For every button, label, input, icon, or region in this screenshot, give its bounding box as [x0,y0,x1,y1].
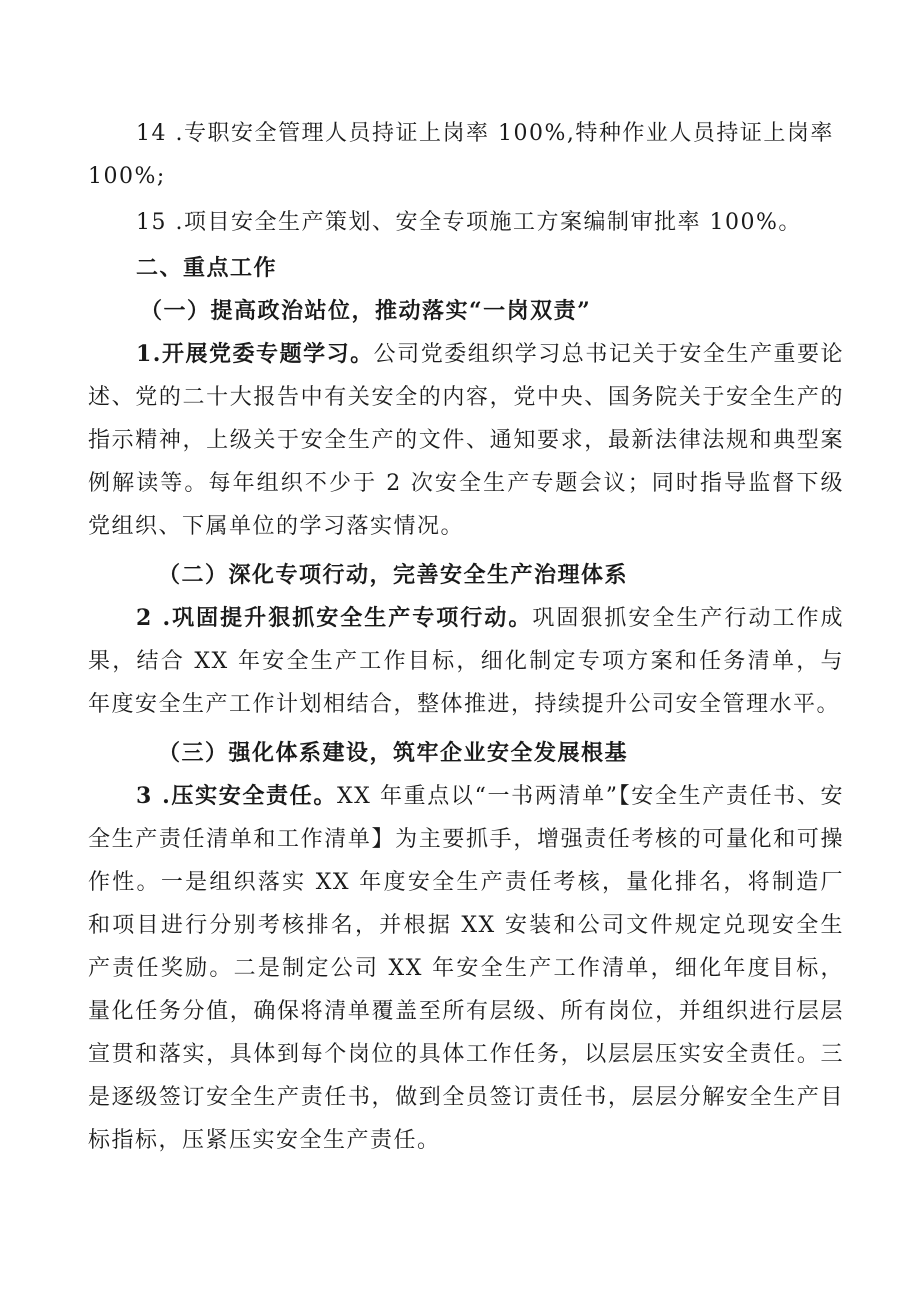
section-heading-key-work: 二、重点工作 [136,255,278,281]
item-14-line2: 100%; [88,164,166,189]
subsection-heading-2: （二）深化专项行动，完善安全生产治理体系 [158,562,629,588]
point-2-paragraph [88,597,844,726]
document-page [88,112,844,1162]
point-1-lead: 1.开展党委专题学习。 [136,341,374,367]
item-14-line1: 14 .专职安全管理人员持证上岗率 100%,特种作业人员持证上岗率 [136,121,834,146]
point-2-body: 巩固狠抓安全生产行动工作成果，结合 XX 年安全生产工作目标，细化制定专项方案和任务清单，与年度安全生产工作计划相结合，整体推进，持续提升公司安全管理水平。 [88,606,844,717]
point-3-paragraph [88,775,844,1162]
point-2-lead: 2 .巩固提升狠抓安全生产专项行动。 [136,605,533,631]
subsection-heading-1: （一）提高政治站位，推动落实“一岗双责” [140,298,592,324]
point-3-body: XX 年重点以“一书两清单”【安全生产责任书、安全生产责任清单和工作清单】为主要抓手，增强责任考核的可量化和可操作性。一是组织落实 XX 年度安全生产责任考核，量化排名，将制造厂和项目进行分别考核排名，并根据 XX 安装和公司文件规定兑现安全生产责任奖励。二是制定公司 XX 年安全生产工作清单，细化年度目标，量化任务分值，确保将清单覆盖至所有层级、所有岗位，并组织进行层层宣贯和落实，具体到每个岗位的具体工作任务，以层层压实安全责任。三是逐级签订安全生产责任书，做到全员签订责任书，层层分解安全生产目标指标，压紧压实安全生产责任。 [88,784,844,1153]
item-15: 15 .项目安全生产策划、安全专项施工方案编制审批率 100%。 [136,210,802,235]
point-1-paragraph [88,333,844,548]
point-3-lead: 3 .压实安全责任。 [136,783,337,809]
point-1-body: 公司党委组织学习总书记关于安全生产重要论述、党的二十大报告中有关安全的内容，党中央、国务院关于安全生产的指示精神，上级关于安全生产的文件、通知要求，最新法律法规和典型案例解读等。每年组织不少于 2 次安全生产专题会议；同时指导监督下级党组织、下属单位的学习落实情况。 [88,342,844,539]
subsection-heading-3: （三）强化体系建设，筑牢企业安全发展根基 [158,740,629,766]
